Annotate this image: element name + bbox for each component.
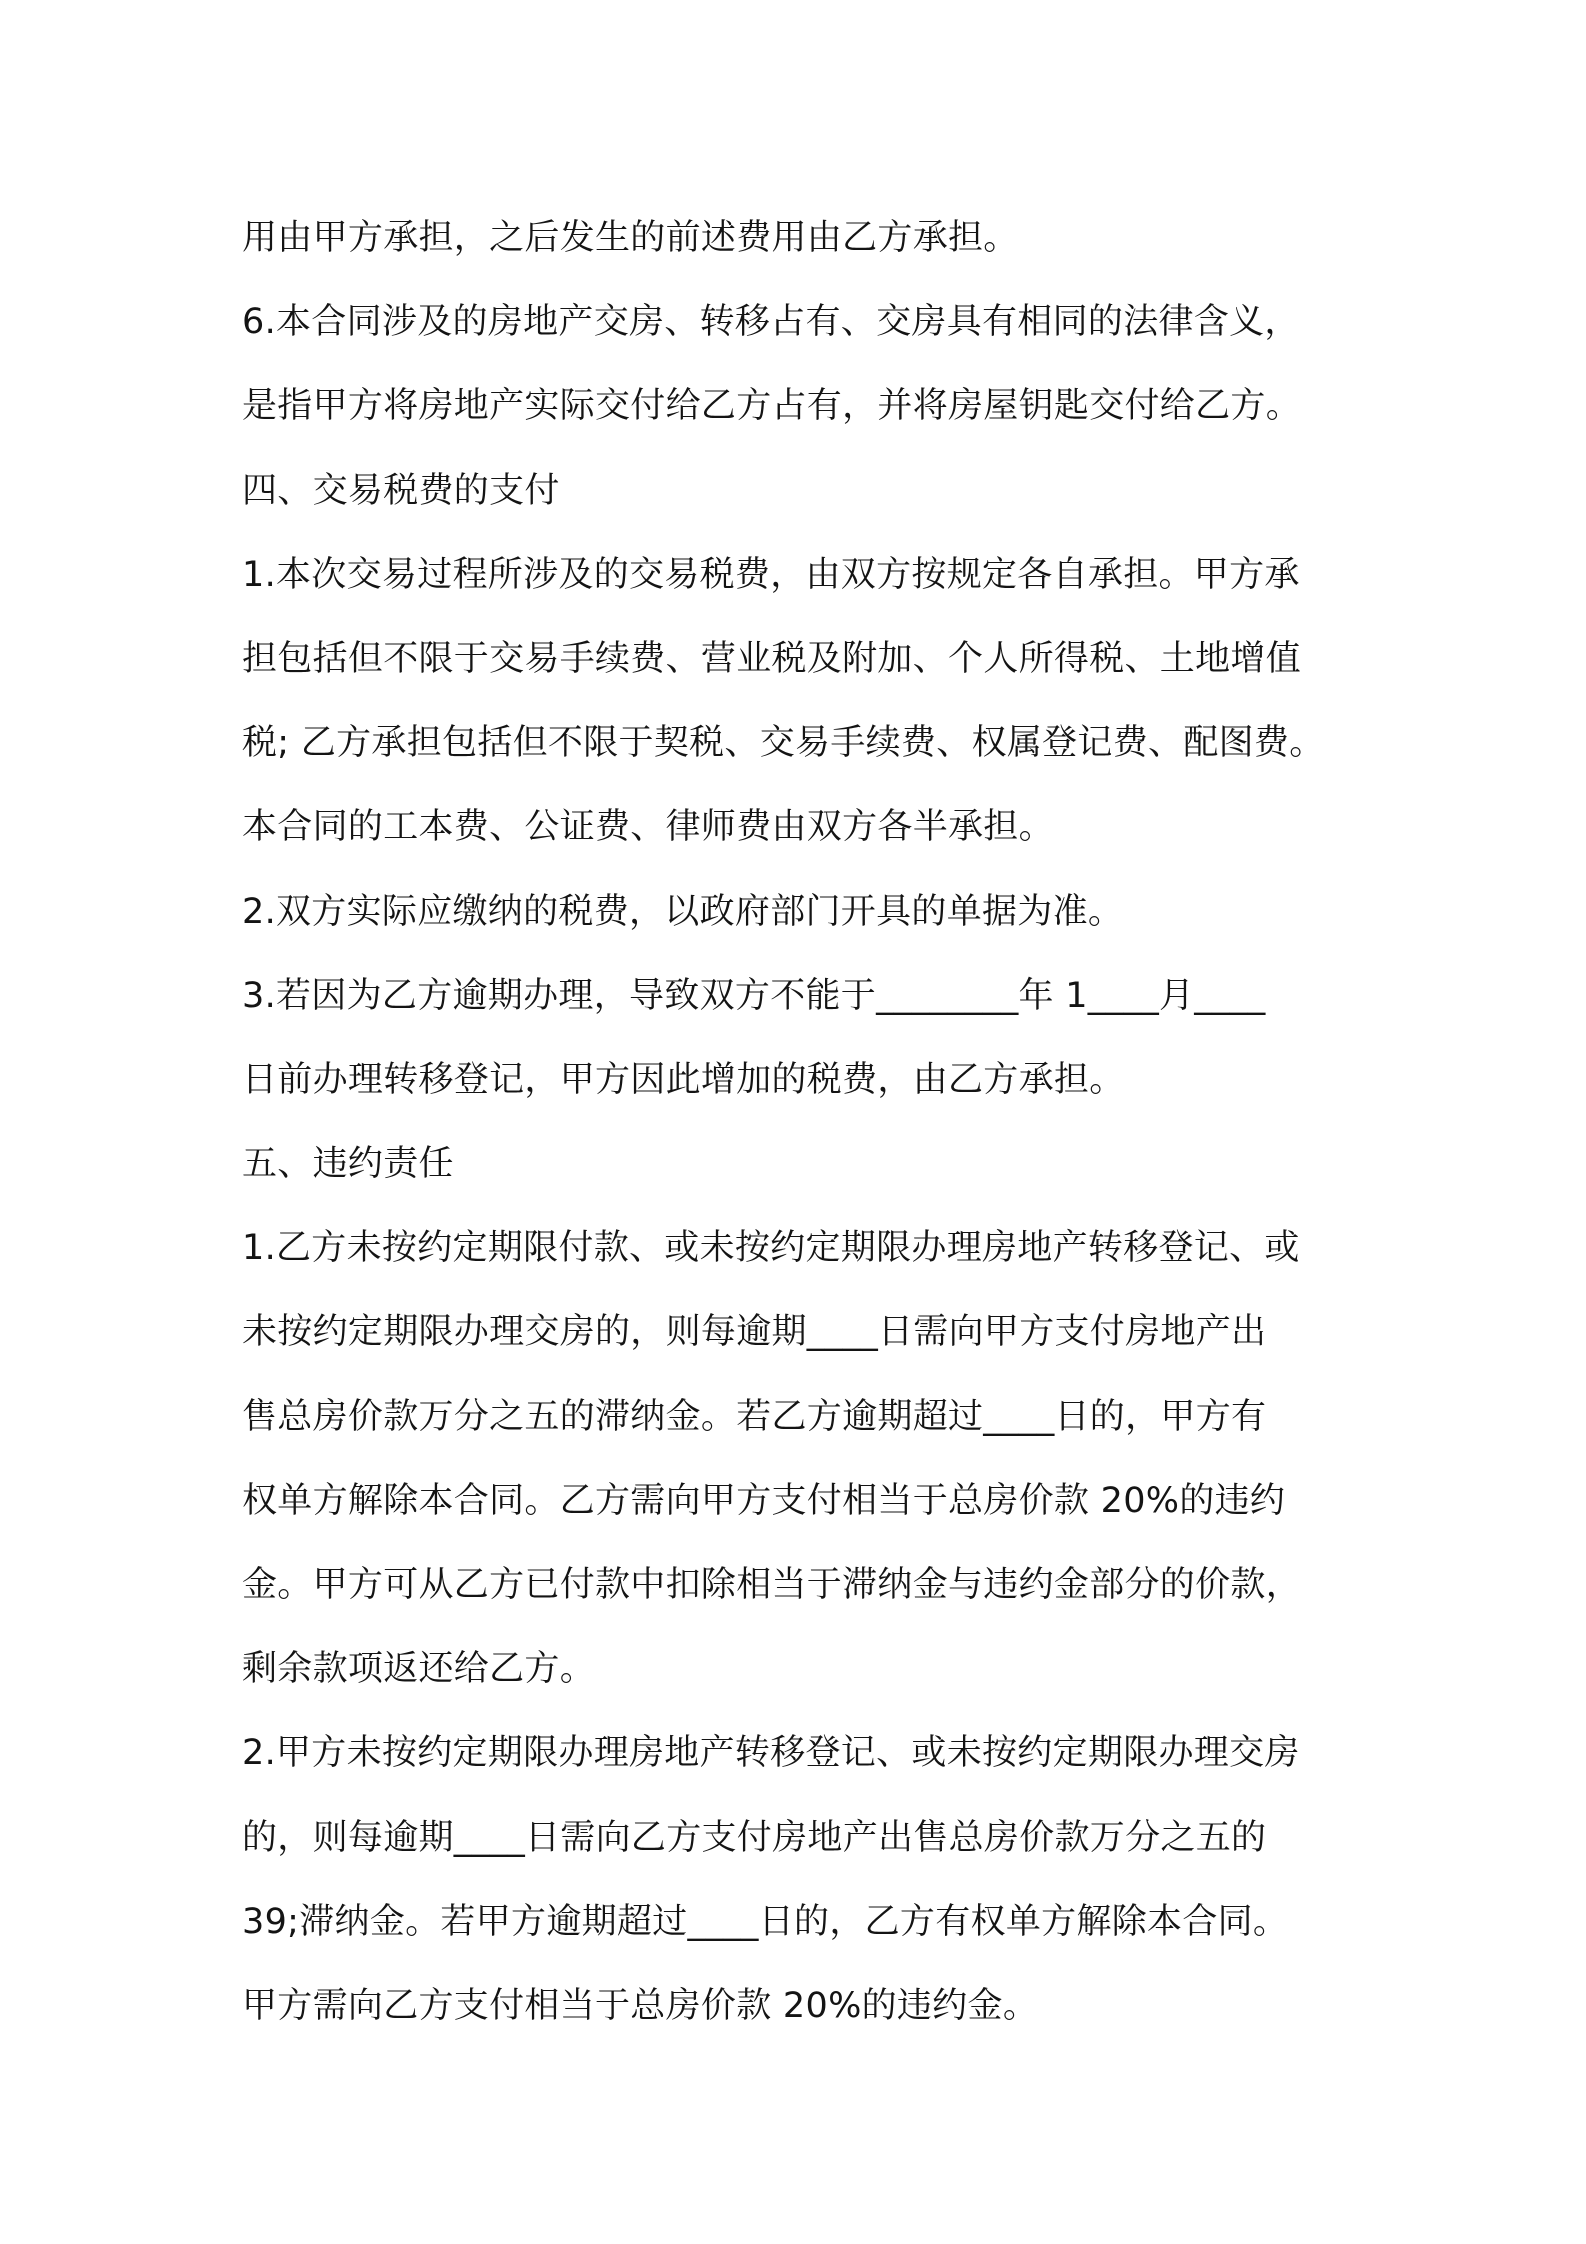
text-line: 1.本次交易过程所涉及的交易税费，由双方按规定各自承担。甲方承 [242, 554, 1300, 595]
section-heading: 五、违约责任 [242, 1144, 454, 1185]
text-line: 税; 乙方承担包括但不限于契税、交易手续费、权属登记费、配图费。 [242, 723, 1325, 764]
text-line: 用由甲方承担，之后发生的前述费用由乙方承担。 [242, 218, 1019, 258]
text-line: 剩余款项返还给乙方。 [242, 1649, 596, 1690]
text-line: 3.若因为乙方逾期办理，导致双方不能于________年 1____月____ [242, 975, 1266, 1016]
section-heading: 四、交易税费的支付 [242, 470, 560, 511]
text-line: 1.乙方未按约定期限付款、或未按约定期限办理房地产转移登记、或 [242, 1228, 1300, 1269]
text-line: 6.本合同涉及的房地产交房、转移占有、交房具有相同的法律含义， [242, 302, 1300, 343]
text-line: 担包括但不限于交易手续费、营业税及附加、个人所得税、土地增值 [242, 638, 1302, 679]
text-line: 未按约定期限办理交房的，则每逾期____日需向甲方支付房地产出 [242, 1312, 1267, 1353]
text-line: 2.双方实际应缴纳的税费，以政府部门开具的单据为准。 [242, 891, 1124, 932]
text-line: 的，则每逾期____日需向乙方支付房地产出售总房价款万分之五的 [242, 1817, 1267, 1858]
text-line: 甲方需向乙方支付相当于总房价款 20%的违约金。 [242, 1985, 1039, 2026]
text-line: 是指甲方将房地产实际交付给乙方占有，并将房屋钥匙交付给乙方。 [242, 386, 1302, 427]
text-line: 售总房价款万分之五的滞纳金。若乙方逾期超过____日的，甲方有 [242, 1396, 1267, 1437]
text-line: 39;滞纳金。若甲方逾期超过____日的，乙方有权单方解除本合同。 [242, 1901, 1289, 1942]
contract-text [242, 196, 1352, 2048]
text-line: 权单方解除本合同。乙方需向甲方支付相当于总房价款 20%的违约 [242, 1480, 1286, 1521]
text-line: 日前办理转移登记，甲方因此增加的税费，由乙方承担。 [242, 1059, 1125, 1100]
text-line: 金。甲方可从乙方已付款中扣除相当于滞纳金与违约金部分的价款， [242, 1565, 1302, 1605]
text-line: 本合同的工本费、公证费、律师费由双方各半承担。 [242, 807, 1054, 848]
text-line: 2.甲方未按约定期限办理房地产转移登记、或未按约定期限办理交房 [242, 1733, 1300, 1774]
